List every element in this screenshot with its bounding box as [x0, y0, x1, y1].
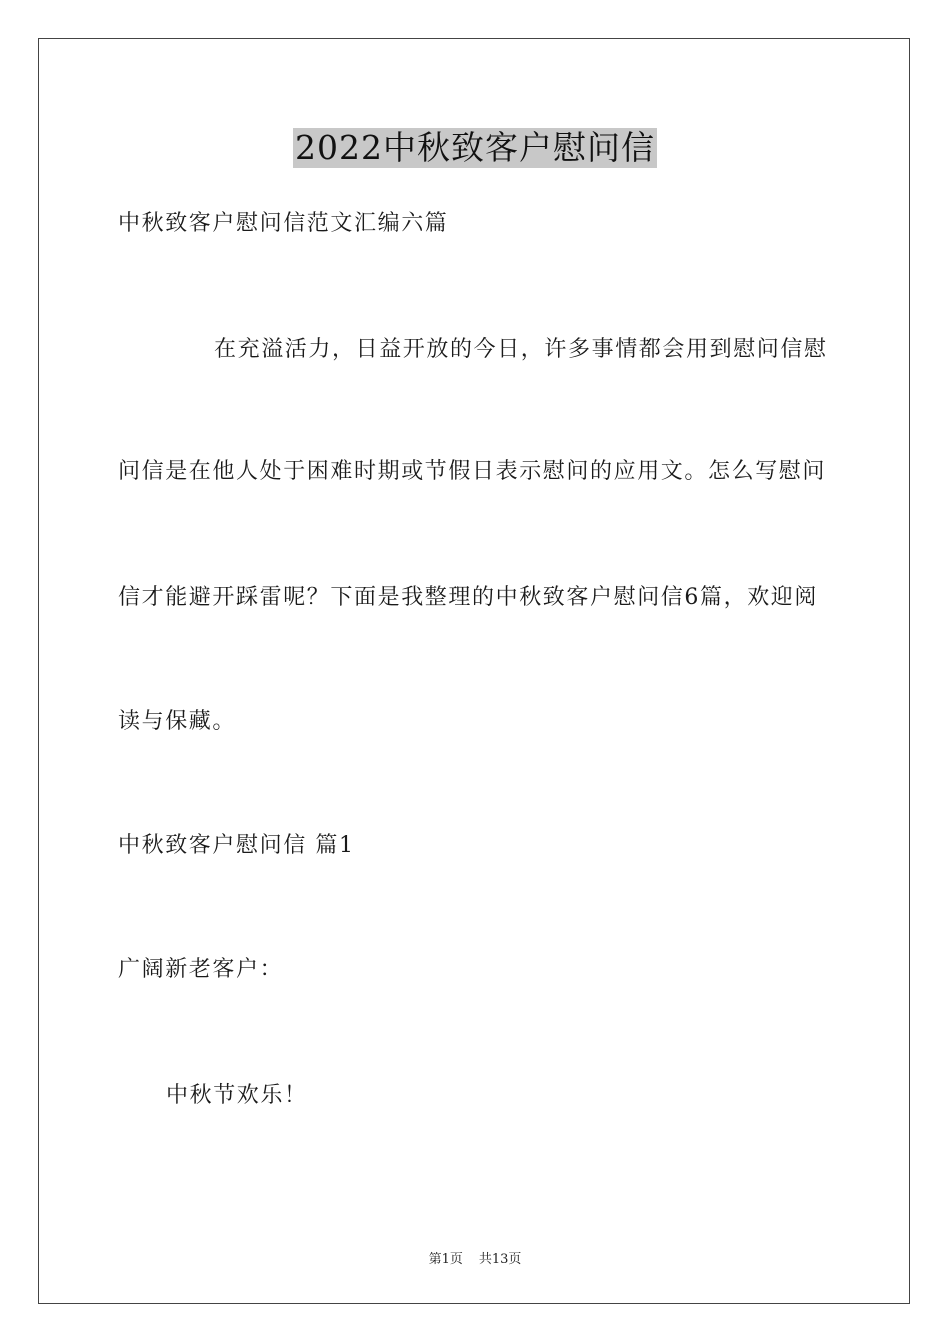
greeting: 中秋节欢乐！ [166, 1083, 308, 1108]
title-container [0, 128, 950, 168]
intro-line-3: 信才能避开踩雷呢？下面是我整理的中秋致客户慰问信6篇，欢迎阅 [118, 585, 818, 610]
intro-line-4: 读与保藏。 [118, 709, 237, 734]
section-heading: 中秋致客户慰问信 篇1 [118, 833, 355, 858]
page-total: 共13页 [478, 1252, 522, 1267]
document-subtitle: 中秋致客户慰问信范文汇编六篇 [118, 211, 449, 236]
intro-line-2: 问信是在他人处于困难时期或节假日表示慰问的应用文。怎么写慰问 [118, 459, 827, 484]
intro-line-1: 在充溢活力，日益开放的今日，许多事情都会用到慰问信慰 [214, 337, 828, 362]
document-title: 2022中秋致客户慰问信 [295, 128, 655, 167]
page-footer [0, 1248, 950, 1267]
salutation: 广阔新老客户： [118, 957, 284, 982]
page-number: 第1页 [428, 1252, 463, 1267]
